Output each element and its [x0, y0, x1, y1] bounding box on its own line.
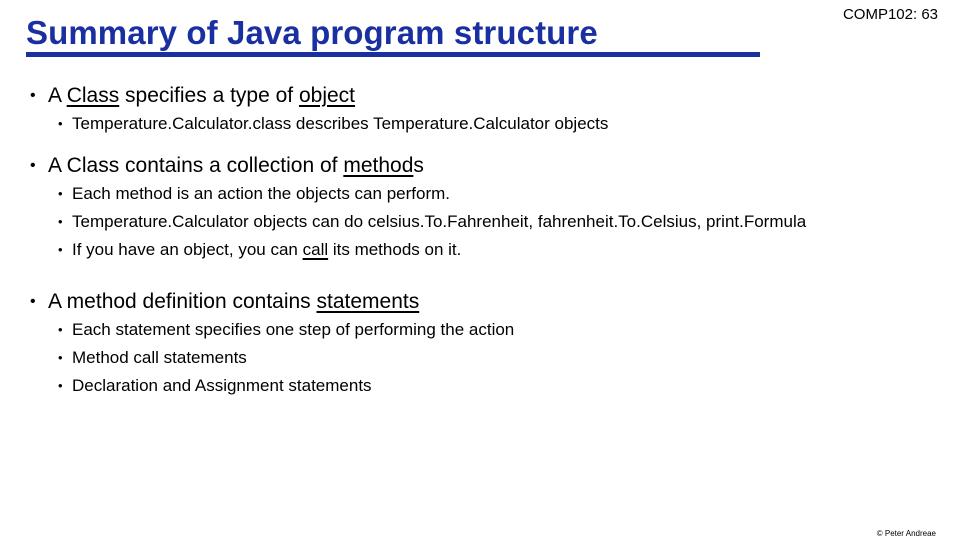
- bullet-icon: •: [58, 378, 63, 393]
- bullet-class-methods: [30, 152, 940, 180]
- bullet-icon: •: [30, 293, 36, 310]
- bullet-text: Temperature.Calculator.class describes Temperature.Calculator objects: [72, 114, 609, 133]
- bullet-text: A Class contains a collection of methods: [48, 154, 424, 177]
- sub-bullet-method-call: [30, 344, 940, 372]
- bullet-text: Temperature.Calculator objects can do celsius.To.Fahrenheit, fahrenheit.To.Celsius, print.Formula: [72, 212, 807, 231]
- bullet-icon: •: [30, 87, 36, 104]
- page-title: Summary of Java program structure: [26, 14, 598, 51]
- bullet-icon: •: [58, 116, 63, 131]
- copyright-footer: © Peter Andreae: [876, 529, 936, 538]
- sub-bullet-calculator-methods: [30, 208, 940, 236]
- bullet-text: Each method is an action the objects can perform.: [72, 184, 450, 203]
- bullet-text: Method call statements: [72, 348, 247, 367]
- bullet-text: Each statement specifies one step of performing the action: [72, 320, 515, 339]
- sub-bullet-call-methods: [30, 236, 940, 264]
- title-underline: [26, 52, 760, 57]
- bullet-method-statements: [30, 288, 940, 316]
- bullet-icon: •: [58, 242, 63, 257]
- bullet-list: [30, 82, 940, 400]
- bullet-text: A method definition contains statements: [48, 290, 420, 313]
- bullet-text: If you have an object, you can call its methods on it.: [72, 240, 462, 259]
- bullet-icon: •: [58, 322, 63, 337]
- bullet-class-type: [30, 82, 940, 110]
- bullet-icon: •: [30, 157, 36, 174]
- bullet-icon: •: [58, 214, 63, 229]
- slide-number: COMP102: 63: [842, 6, 938, 23]
- sub-bullet-method-action: [30, 180, 940, 208]
- sub-bullet-statement-step: [30, 316, 940, 344]
- sub-bullet-declaration: [30, 372, 940, 400]
- bullet-icon: •: [58, 350, 63, 365]
- bullet-text: Declaration and Assignment statements: [72, 376, 372, 395]
- bullet-text: A Class specifies a type of object: [48, 84, 356, 107]
- bullet-icon: •: [58, 186, 63, 201]
- sub-bullet-class-describes: [30, 110, 940, 138]
